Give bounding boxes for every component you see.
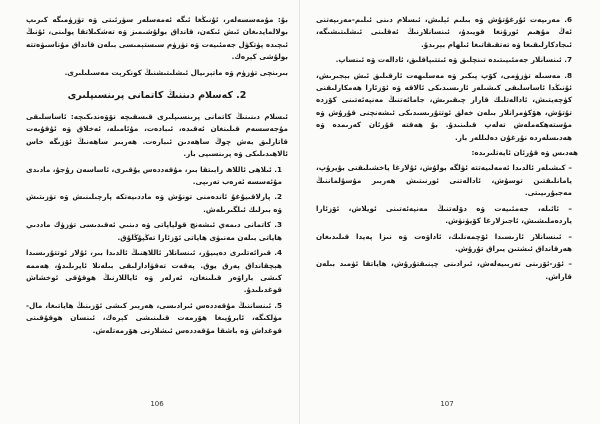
right-paragraph: ھەدىس ۋە قۇرئان ئايەتلىرىدە: <box>471 148 578 158</box>
list-item: 6. مەرىپەت ئۇرغۇتۇش ۋە بىلىم ئېلىش، ئىسلام دىنى ئىلىم-مەرىپەتنى ئەڭ مۇھىم ئورۇنغا قويىدۇ، ئىنسانلارنىڭ ئەقلىنى ئىشلىتىشىگە، ئىجادكارلىقىغا ۋە تەتقىقاتىغا ئىلھام بېرىدۇ. <box>316 15 572 49</box>
list-item: 8. مەسىلە تۈزۈمى، كۆپ پىكىر ۋە مەسلىھەت ئارقىلىق ئىش بېجىرىش، ئۇنىڭدا ئاساسلىقى كىشىلەر ئارىسىدىكى ئالاقە ۋە ئۆزئارا ھەمكارلىقنى كۈچەيتىش، ئادالەتلىك قارار چىقىرىش، جامائەتنىڭ مەنپەئەتىنى كۆزدە تۇتۇش، ھۆكۈمرانلار بىلەن خەلق ئوتتۇرىسىدىكى ئىشەنچنى قۇرۇش ۋە مۇستەھكەملەش تەلەپ قىلىنىدۇ. بۇ ھەقتە قۇرئان كەرىمدە ۋە ھەدىسلەردە نۇرغۇن دەلىللەر بار. <box>316 70 572 142</box>
gutter-divider <box>299 0 300 424</box>
right-page <box>316 14 578 414</box>
left-body-paragraph: ئىسلام دىنىنىڭ كاتمانى پرىنسىپلىرى قىسقىچە تۆۋەندىكىچە: ئاساسلىقى مۇجەسسەم قىلىنغان ئەقىدە، ئىبادەت، مۇئامىلە، ئەخلاق ۋە ئۇقۇبەت قاتارلىق بەش چوڭ ساھەدىن ئىبارەت. ھەربىر ساھەنىڭ ئۆزىگە خاس ئالاھىدىلىكى ۋە پرىنسىپى بار. <box>26 112 288 159</box>
list-item: 3. كاتمانى دىمەي ئىشەنچ قولياپاتى ۋە دىنىي ئەقىدىسى تۈزۈك ماددىي ھاياتى بىلەن مەنىۋى ھاياتى ئۆزئارا تەڭپۇڭلۇق. <box>26 220 282 242</box>
left-paragraph: بىرىنچى تۈزۈم ۋە ماتېرىيال ئىشلىتىشنىڭ كونكرېت مەسىلىلىرى. <box>64 67 288 77</box>
left-paragraph: بۇ: مۇمەسسەلەر، ئۇنىڭغا ئىگە ئەمەسلەر سۈرئىتى ۋە تۈزۈمىگە كىرىپ بولالمايدىغان ئىش ئىكەن، قانداق بولۇشىمىز ۋە تەشكىلاتقا يولىنى، ئۇنىڭ ئىچىدە پۈتكۈل جەمئىيەت ۋە تۈزۈم سىستېمىسى بىلەن قانداق مۇناسىۋەتتە بولۇشى كېرەك. <box>26 15 288 62</box>
list-item: 2. پارلاقىيۇغۇ ئاندەمنى تونۇش ۋە ماددىيەتكە پارچىلىنىش ۋە تۈزىتىش ۋە بىرلىك ئىلگىرىلەش. <box>26 192 282 214</box>
page-number-right: 107 <box>440 400 454 408</box>
list-item: 1. ئىلاھى ئاللاھ رابىتقا بىر، مۇقەددەس يۇقىرى، ئاساسەن رۇجۇ، مادىدى مۇئەسسە ئەرەب تەرىپى. <box>26 164 282 187</box>
list-item: 7. ئىنسانلار جەمئىيىتىدە تىنچلىق ۋە ئىتتىپاقلىق، ئادالەت ۋە ئىنساپ. <box>335 55 572 65</box>
list-item: 4. قىرائەتلىرى دەيىيۇر، ئىنسانلار ئاللاھنىڭ ئالدىدا بىر، ئۇلار ئوتتۇرىسىدا ھېچقانداق پەرق يوق. پەقەت تەقۋادارلىقى بىلەنلا ئايرىلىدۇ، ھەممە كىشى باراۋەر قىلىنغان، ئەرلەر ۋە ئاياللارنىڭ ھوقۇقى ئوخشاش قوغدىلىدۇ. <box>26 248 282 295</box>
section-heading: 2. كەسلام دىننىڭ كاتمانى پرىنسىپلىرى <box>67 90 247 102</box>
dash-item: – ئائىلە، جەمئىيەت ۋە دۆلەتنىڭ مەنپەئەتىنى ئويلاش، ئۆزئارا ياردەملىشىش، ئاجىزلارغا كۆيۈنۈش. <box>316 203 572 226</box>
dash-item: – ئۆز-ئۆزىنى تەربىيەلەش، ئىرادىنى چېنىقتۇرۇش، ھاياتقا ئۈمىد بىلەن قاراش. <box>316 259 572 281</box>
right-page-text <box>316 14 578 283</box>
dash-item: – ئىنسانلار ئارىسىدا ئۆچمەنلىك، ئاداۋەت ۋە نىزا پەيدا قىلىدىغان ھەرقانداق ئىشتىن يىراق تۇرۇش. <box>316 231 572 253</box>
list-item: 5. ئىنساننىڭ مۇقەددەس ئىرادىسى، ھەربىر كىشى ئۆزىنىڭ ھاياتىغا، مال-مۈلكىگە، ئابرۇيىغا ھۆرمەت قىلىنىشى كېرەك، ئىنسان ھوقۇقىنى قوغداش ۋە باشقا مۇقەددەس ئىشلارنى ھۆرمەتلەش. <box>26 300 282 335</box>
dash-item: – كىشىلەر ئالدىدا ئەمەلىيەتتە ئۈلگە بولۇش، ئۇلارغا ياخشىلىقنى بۇيرۇپ، يامانلىقتىن توسۇش، ئادالەتنى ئورنىتىش ھەربىر مۇسۇلماننىڭ مەجبۇرىيىتى. <box>316 163 572 198</box>
page-number-left: 106 <box>150 400 164 408</box>
left-page <box>26 14 288 414</box>
left-page-text <box>26 14 288 337</box>
